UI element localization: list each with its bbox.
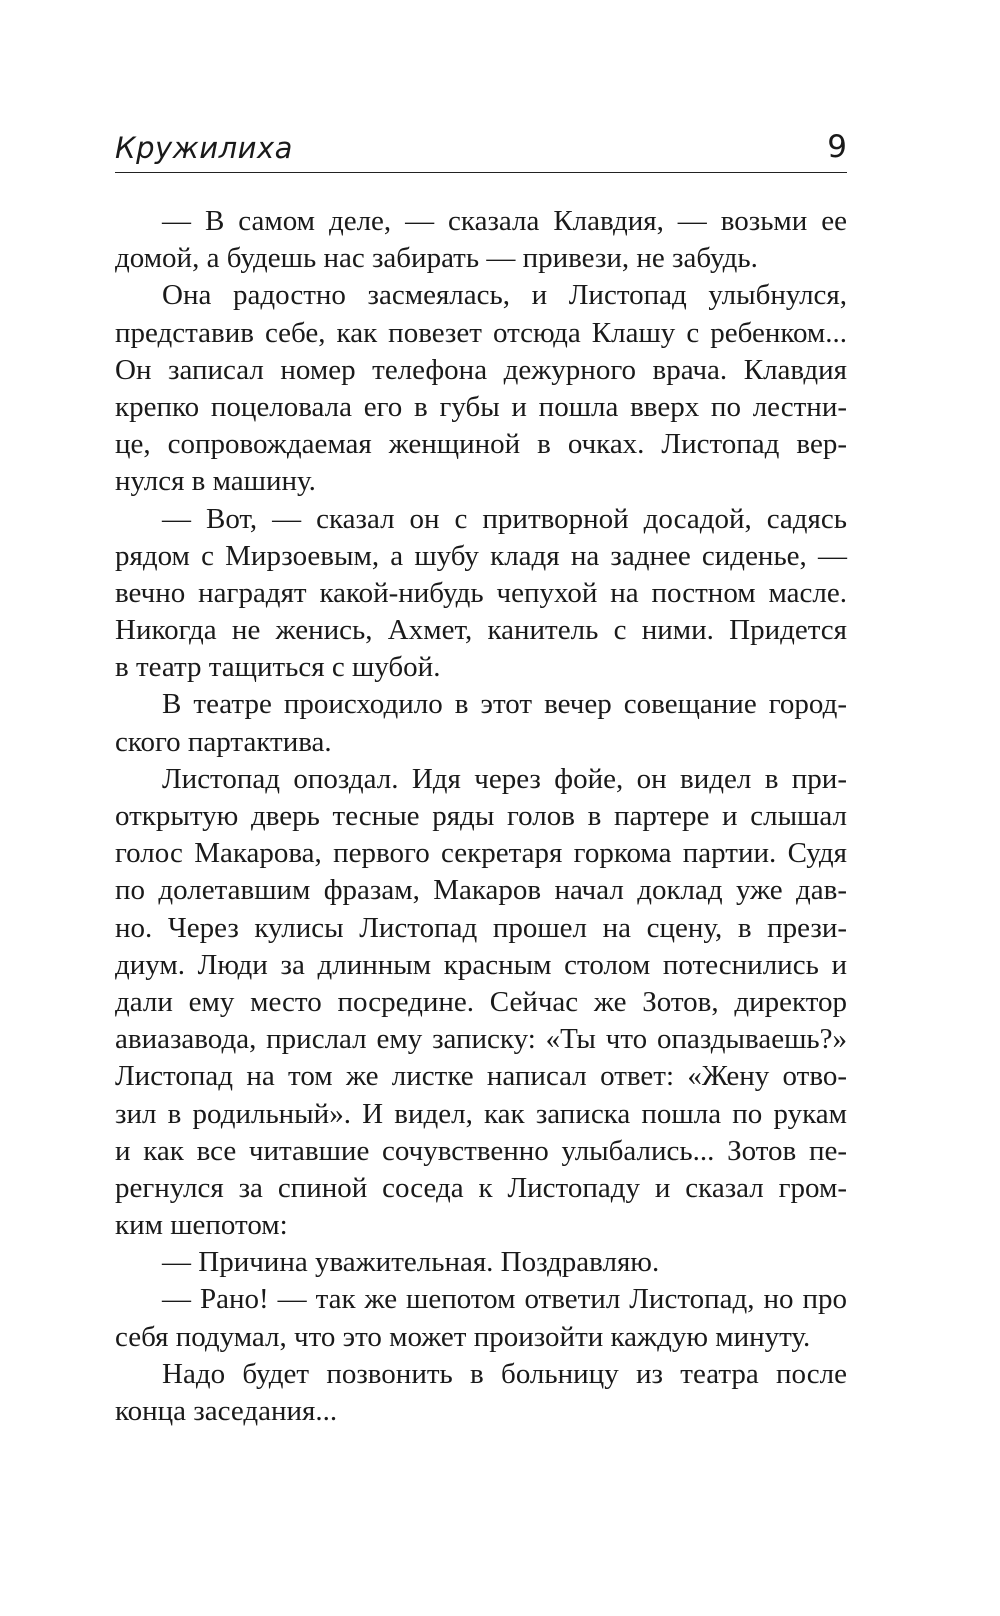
text-line: конца заседания... — [115, 1395, 338, 1427]
text-line: представив себе, как повезет отсюда Клашу с ребенком... — [115, 316, 847, 349]
text-line: нулся в машину. — [115, 465, 316, 498]
text-line: крепко поцеловала его в губы и пошла вверх по лестни- — [115, 390, 847, 423]
text-line: рядом с Мирзоевым, а шубу кладя на заднее сиденье, — — [115, 539, 847, 572]
text-line: — Рано! — так же шепотом ответил Листопад, но про — [162, 1283, 847, 1316]
text-line: регнулся за спиной соседа к Листопаду и сказал гром- — [115, 1171, 847, 1204]
text-line: Он записал номер телефона дежурного врача. Клавдия — [115, 353, 847, 386]
text-line: открытую дверь тесные ряды голов в партере и слышал — [115, 800, 847, 832]
text-line: авиазавода, прислал ему записку: «Ты что опаздываешь?» — [115, 1023, 847, 1056]
text-line: Листопад опоздал. Идя через фойе, он видел в при- — [162, 762, 847, 795]
page-number: 9 — [827, 129, 847, 165]
text-line: ского партактива. — [115, 725, 332, 758]
text-line: диум. Люди за длинным красным столом потеснились и — [115, 948, 847, 981]
text-line: голос Макарова, первого секретаря горкома партии. Судя — [115, 837, 847, 870]
text-line: ким шепотом: — [115, 1209, 288, 1242]
body-text — [115, 203, 847, 1430]
text-line: — В самом деле, — сказала Клавдия, — возьми ее — [162, 205, 847, 237]
text-line: себя подумал, что это может произойти каждую минуту. — [115, 1320, 811, 1353]
text-line: Она радостно засмеялась, и Листопад улыбнулся, — [162, 279, 847, 312]
text-line: В театре происходило в этот вечер совещание город- — [162, 688, 847, 721]
text-line: и как все читавшие сочувственно улыбались... Зотов пе- — [115, 1134, 847, 1167]
text-line: домой, а будешь нас забирать — привези, не забудь. — [115, 242, 758, 275]
text-line: Никогда не женись, Ахмет, канитель с ними. Придется — [115, 614, 847, 647]
running-header — [115, 126, 847, 173]
text-line: зил в родильный». И видел, как записка пошла по рукам — [115, 1097, 847, 1130]
text-line: — Вот, — сказал он с притворной досадой, садясь — [162, 502, 847, 535]
text-line: Листопад на том же листке написал ответ: «Жену отво- — [115, 1060, 847, 1093]
text-line: вечно наградят какой-нибудь чепухой на постном масле. — [115, 576, 847, 609]
text-line: но. Через кулисы Листопад прошел на сцену, в прези- — [115, 911, 847, 944]
running-title: Кружилиха — [115, 131, 293, 165]
text-line: це, сопровождаемая женщиной в очках. Листопад вер- — [115, 428, 847, 461]
text-line: в театр тащиться с шубой. — [115, 651, 441, 684]
text-line: — Причина уважительная. Поздравляю. — [162, 1246, 660, 1279]
text-line: по долетавшим фразам, Макаров начал доклад уже дав- — [115, 874, 847, 907]
text-line: Надо будет позвонить в больницу из театра после — [162, 1357, 847, 1390]
text-line: дали ему место посредине. Сейчас же Зотов, директор — [115, 985, 847, 1018]
